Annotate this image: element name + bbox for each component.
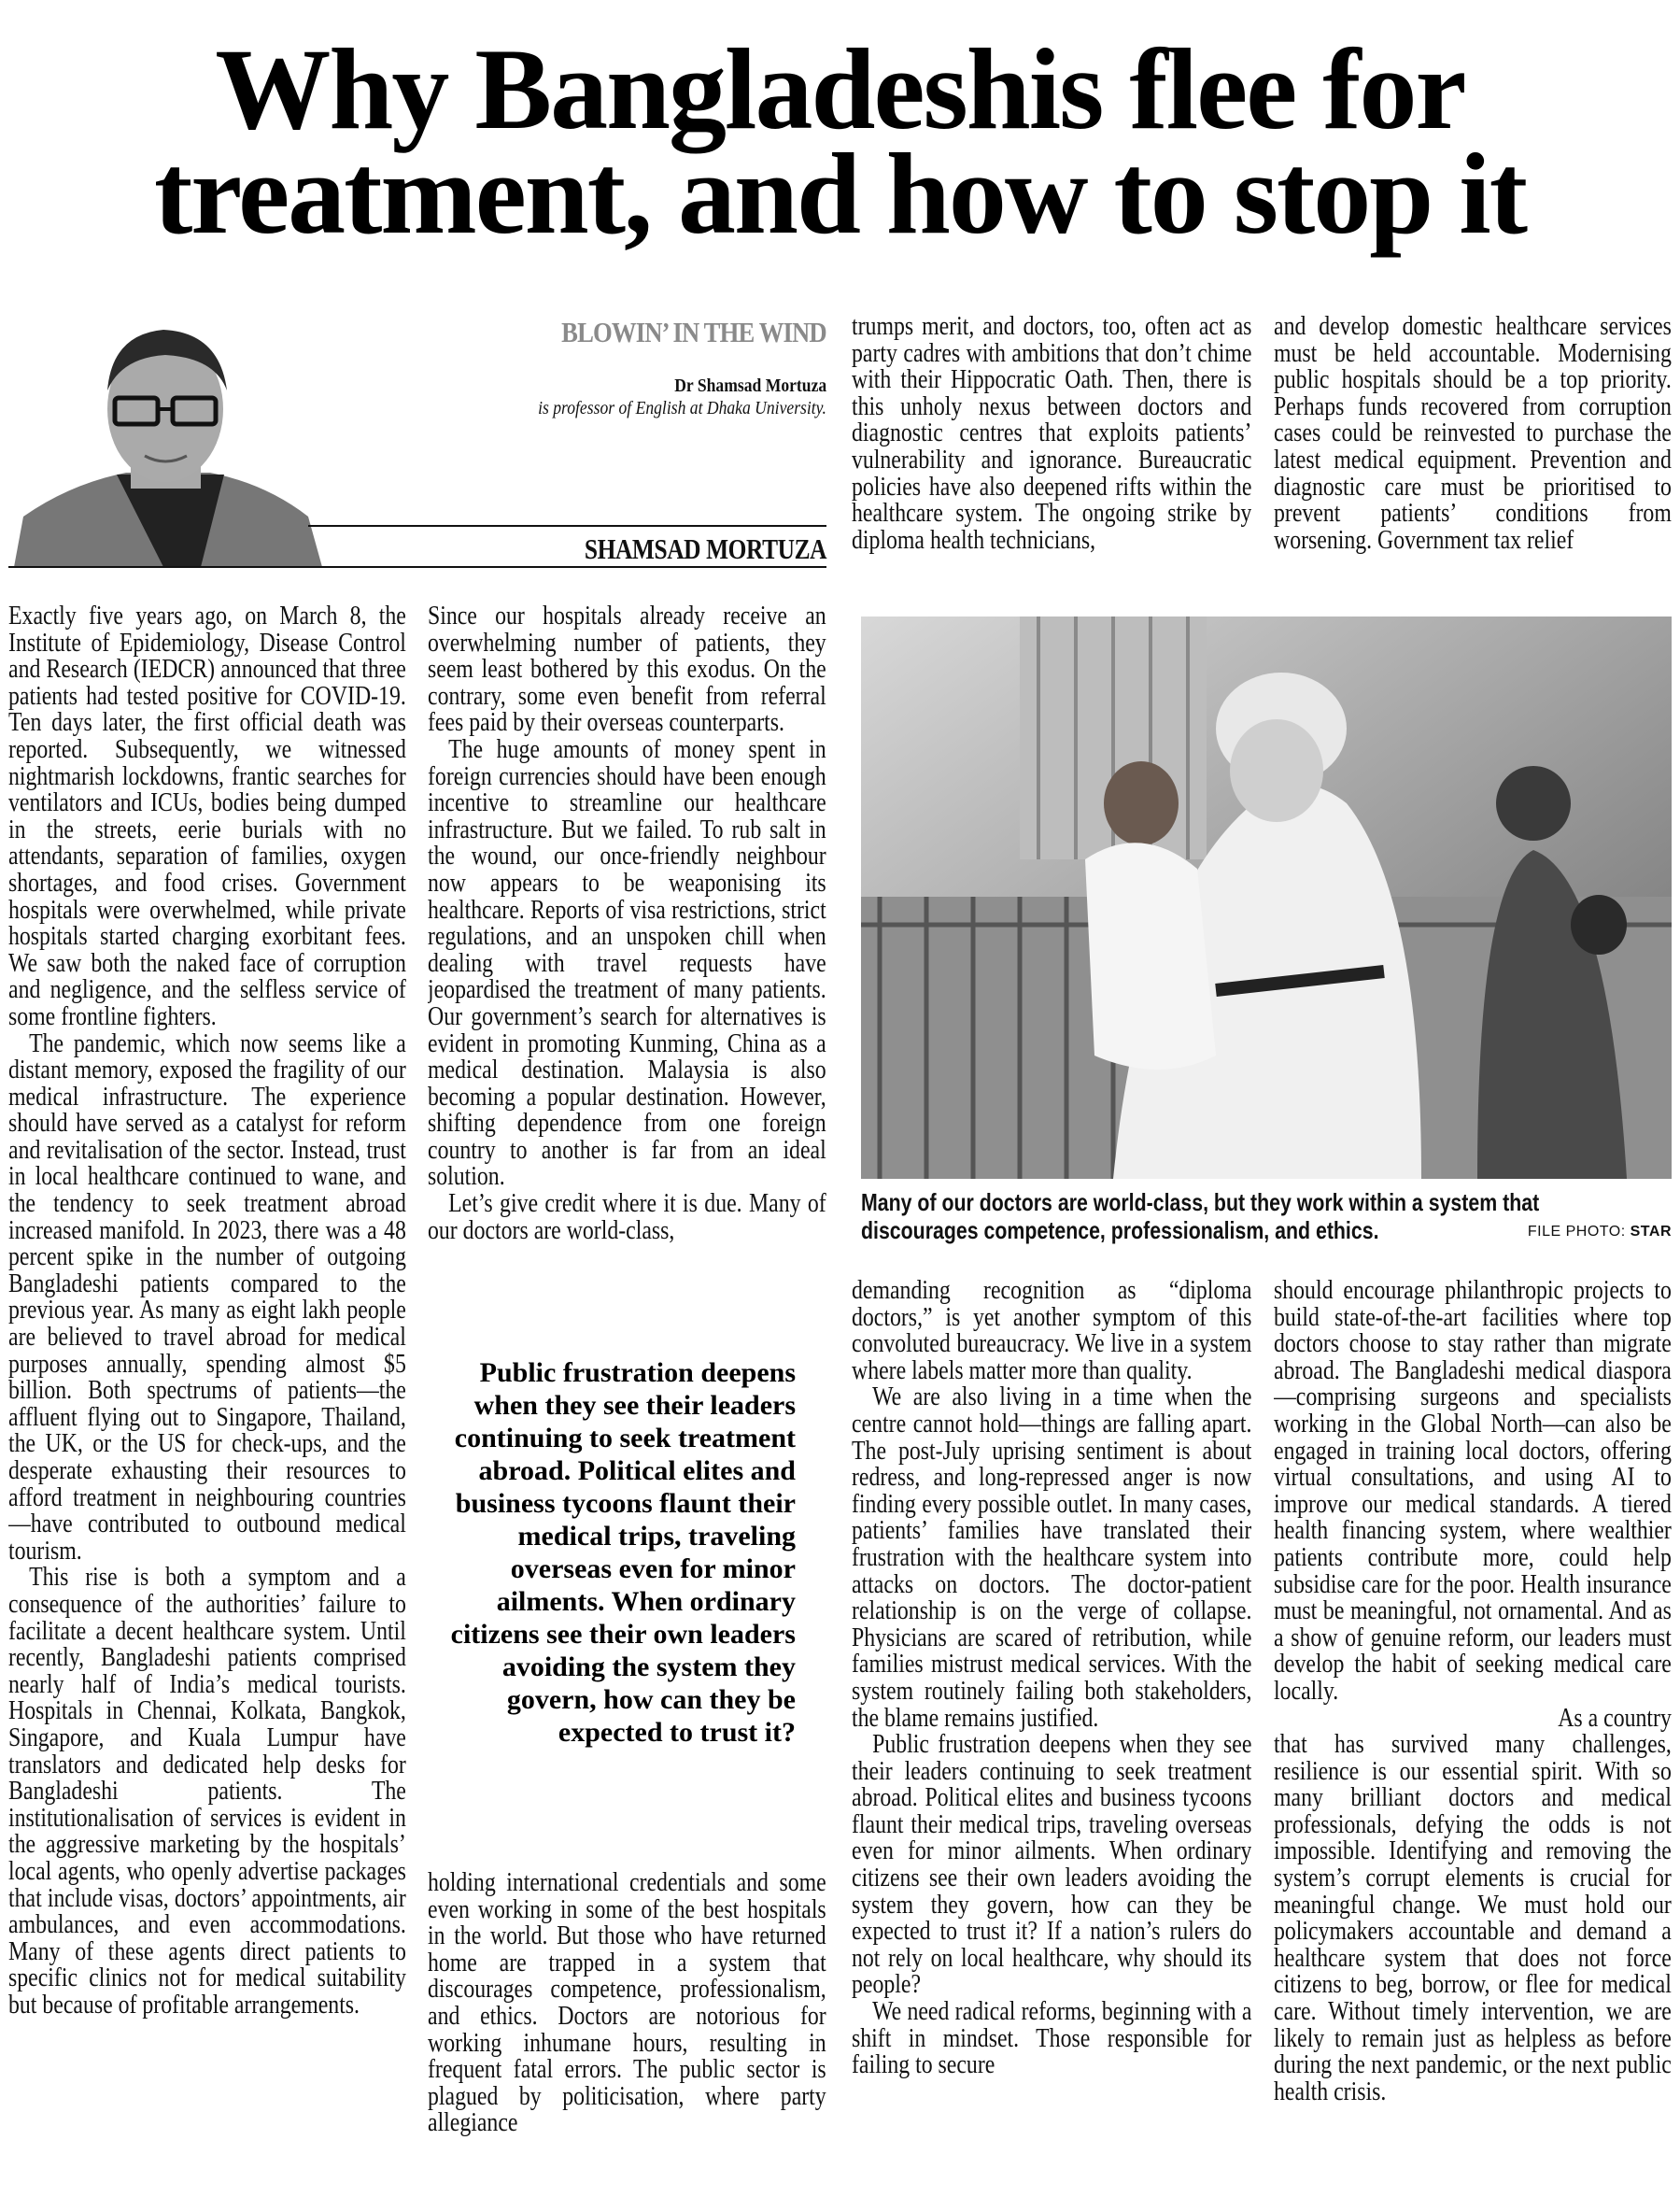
column-1 [8,603,406,2197]
photo-credit [1528,1224,1672,1240]
photo-credit-label: FILE PHOTO: [1527,1224,1626,1240]
paragraph [1274,1703,1672,2106]
headline-line-1: Why Bangladeshis flee for [215,25,1465,153]
byline: SHAMSAD MORTUZA [584,532,826,565]
column-4-bottom [1274,1278,1672,2197]
paragraph: We need radical reforms, beginning with a shift in mindset. Those responsible for failing to secure [852,1997,1251,2080]
photo-credit-source: STAR [1630,1224,1672,1240]
headline [0,25,1680,258]
author-photo [14,316,322,567]
paragraph: The pandemic, which now seems like a distant memory, exposed the fragility of our medical infrastructure. The experience should have served as a catalyst for reform and revitalisation of the sector. Instead, trust in local healthcare continued to wane, and the tendency to seek treatment abroad increased manifold. In 2023, there was a 48 percent spike in the number of outgoing Bangladeshi patients compared to the previous year. As many as eight lakh people are believed to travel abroad for medical purposes annually, spending almost $5 billion. Both spectrums of patients—the affluent flying out to Singapore, Thailand, the UK, or the US for check-ups, and the desperate exhausting their resources to afford treatment in neighbouring countries—have contributed to outbound medical tourism. [8,1028,406,1566]
paragraph: should encourage philanthropic projects to build state-of-the-art facilities where top doctors choose to stay rather than migrate abroad. The Bangladeshi medical diaspora—comprising surgeons and specialists working in the Global North—can also be engaged in training local doctors, offering virtual consultations, and using AI to improve our medical standards. A tiered health financing system, where wealthier patients contribute more, could help subsidise care for the poor. Health insurance must be meaningful, not ornamental. And as a show of genuine reform, our leaders must develop the habit of seeking medical care locally. [1274,1278,1672,1706]
paragraph-lead: As a country [1558,1703,1672,1733]
paragraph: We are also living in a time when the centre cannot hold—things are falling apart. The post-July uprising sentiment is about redress, and long-repressed anger is now finding every possible outlet. In many cases, patients’ families have translated their frustration with the healthcare system into attacks on doctors. The doctor-patient relationship is on the verge of collapse. Physicians are scared of retribution, while families mistrust medical services. With the system routinely failing both stakeholders, the blame remains justified. [852,1382,1251,1733]
paragraph: The huge amounts of money spent in foreign currencies should have been enough incentive to streamline our healthcare infrastructure. But we failed. To rub salt in the wound, our once-friendly neighbour now appears to be weaponising its healthcare. Reports of visa restrictions, strict regulations, and an unspoken chill when dealing with travel requests have jeopardised the treatment of many patients. Our government’s search for alternatives is evident in promoting Kunming, China as a medical destination. Malaysia is also becoming a popular destination. However, shifting dependence from one foreign country to another is far from an ideal solution. [428,734,826,1192]
headline-line-2: treatment, and how to stop it [154,130,1526,258]
column-3-top [852,314,1251,585]
paragraph: trumps merit, and doctors, too, often act as party cadres with ambitions that don’t chime with their Hippocratic Oath. Then, there is this unholy nexus between doctors and diagnostic centres that exploits patients’ vulnerability and ignorance. Bureaucratic policies have also deepened rifts within the healthcare system. The ongoing strike by diploma health technicians, [852,314,1251,555]
column-2-bottom [428,1870,826,2197]
paragraph: Since our hospitals already receive an overwhelming number of patients, they seem least bothered by this exodus. On the contrary, some even benefit from referral fees paid by their overseas counterparts. [428,603,826,738]
paragraph: holding international credentials and some even working in some of the best hospitals in the world. But those who have returned home are trapped in a system that discourages competence, professionalism, and ethics. Doctors are notorious for working inhumane hours, resulting in frequent fatal errors. The public sector is plagued by politicisation, where party allegiance [428,1870,826,2138]
paragraph: and develop domestic healthcare services must be held accountable. Modernising public hospitals should be a top priority. Perhaps funds recovered from corruption cases could be reinvested to purchase the latest medical equipment. Prevention and diagnostic care must be prioritised to prevent patients’ conditions from worsening. Government tax relief [1274,314,1672,555]
divider [8,566,826,568]
paragraph: Public frustration deepens when they see their leaders continuing to seek treatment abroad. Political elites and business tycoons flaunt their medical trips, traveling overseas even for minor ailments. When ordinary citizens see their own leaders avoiding the system they govern, how can they be expected to trust it? If a nation’s rulers do not rely on local healthcare, why should its people? [852,1730,1251,2000]
column-2-top [428,603,826,1285]
column-3-bottom [852,1278,1251,2197]
paragraph: This rise is both a symptom and a consequence of the authorities’ failure to facilitate a decent healthcare system. Until recently, Bangladeshi patients comprised nearly half of India’s medical tourists. Hospitals in Chennai, Kolkata, Bangkok, Singapore, and Kuala Lumpur have translators and dedicated help desks for Bangladeshi patients. The institutionalisation of services is evident in the aggressive marketing by the hospitals’ local agents, who openly advertise packages that include visas, doctors’ appointments, air ambulances, and even accommodations. Many of these agents direct patients to specific clinics not for medical suitability but because of profitable arrangements. [8,1563,406,2020]
paragraph-text: that has survived many challenges, resilience is our essential spirit. With so many brilliant doctors and medical professionals, defying the odds is not impossible. Identifying and removing the system’s corrupt elements is crucial for meaningful change. We must hold our policymakers accountable and demand a healthcare system that does not force citizens to beg, borrow, or flee for medical care. Without timely intervention, we are likely to remain just as helpless as before during the next pandemic, or the next public health crisis. [1274,1730,1672,2106]
paragraph: demanding recognition as “diploma doctors,” is yet another symptom of this convoluted bureaucracy. We live in a system where labels matter more than quality. [852,1278,1251,1385]
author-name: Dr Shamsad Mortuza [674,376,826,396]
column-4-top [1274,314,1672,585]
paragraph: Let’s give credit where it is due. Many of our doctors are world-class, [428,1189,826,1245]
pull-quote: Public frustration deepens when they see their leaders continuing to seek treatment abroad. Political elites and business tycoons flaunt their medical trips, traveling overseas even for minor ailments. When ordinary citizens see their own leaders avoiding the system they govern, how can they be expected to trust it? [450,1357,796,1748]
article-photo [861,617,1672,1179]
divider [308,525,826,527]
author-bio: is professor of English at Dhaka University. [538,398,826,418]
column-series-title: BLOWIN’ IN THE WIND [561,316,826,348]
paragraph: Exactly five years ago, on March 8, the Institute of Epidemiology, Disease Control and Research (IEDCR) announced that three patients had tested positive for COVID-19. Ten days later, the first official death was reported. Subsequently, we witnessed nightmarish lockdowns, frantic searches for ventilators and ICUs, bodies being dumped in the streets, eerie burials with no attendants, separation of families, oxygen shortages, and food crises. Government hospitals were overwhelmed, while private hospitals started charging exorbitant fees. We saw both the naked face of corruption and negligence, and the selfless service of some frontline fighters. [8,603,406,1031]
photo-caption-text: Many of our doctors are world-class, but they work within a system that discourages competence, professionalism, and ethics. [861,1188,1540,1244]
